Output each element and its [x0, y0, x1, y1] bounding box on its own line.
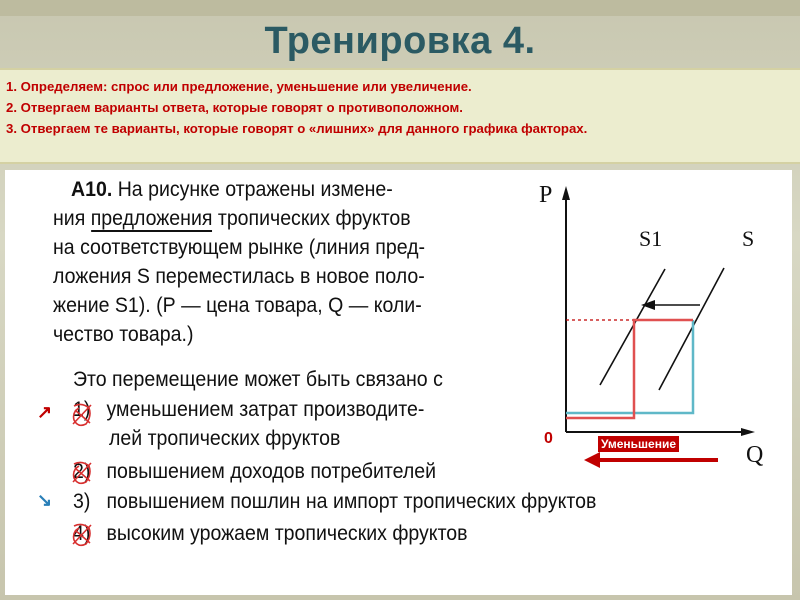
answer-option-1[interactable]	[73, 398, 424, 422]
down-arrow-icon: ↘	[37, 490, 53, 510]
option-number: 3)	[73, 490, 91, 513]
option-text: уменьшением затрат производите-	[106, 398, 425, 421]
answer-option-3[interactable]	[73, 490, 596, 514]
rule-2: 2. Отвергаем варианты ответа, которые говорят о противоположном.	[6, 100, 463, 115]
answer-option-2[interactable]	[73, 460, 436, 484]
option-text: высоким урожаем тропических фруктов	[106, 522, 468, 545]
slide-title: Тренировка 4.	[264, 20, 536, 62]
question-prompt: Это перемещение может быть связано с	[73, 368, 443, 391]
supply-curve-s1	[600, 269, 665, 385]
crossed-out-mark-icon	[71, 460, 93, 486]
question-number: А10.	[71, 178, 113, 201]
supply-curve-s	[659, 268, 724, 390]
answer-option-4[interactable]	[73, 522, 468, 546]
curve-label-s1: S1	[639, 226, 663, 251]
question-line-2	[53, 207, 411, 231]
curve-label-s: S	[742, 226, 755, 251]
x-axis-label: Q	[746, 442, 764, 468]
rule-1: 1. Определяем: спрос или предложение, уменьшение или увеличение.	[6, 79, 472, 94]
crossed-out-mark-icon	[71, 522, 93, 548]
crossed-out-mark-icon	[71, 402, 93, 428]
question-line-5: жение S1). (Р — цена товара, Q — коли-	[53, 294, 422, 317]
answer-option-1-continued: лей тропических фруктов	[109, 427, 341, 450]
question-text-2b: тропических фруктов	[217, 207, 411, 230]
option-number: 4)	[73, 522, 91, 545]
question-line-3: на соответствующем рынке (линия пред-	[53, 236, 426, 259]
origin-label: 0	[544, 430, 553, 447]
y-axis-arrow-icon	[562, 186, 570, 200]
new-quantity-line	[566, 320, 693, 418]
question-text-1: На рисунке отражены измене-	[117, 178, 393, 201]
highlighted-word-supply: предложения	[90, 207, 213, 230]
option-number: 1)	[73, 398, 91, 421]
rule-3: 3. Отвергаем те варианты, которые говорят о «лишних» для данного графика факторах.	[6, 121, 588, 136]
question-line-1	[71, 178, 393, 202]
decorative-band	[0, 0, 800, 16]
option-text: повышением доходов потребителей	[106, 460, 437, 483]
option-text: повышением пошлин на импорт тропических фруктов	[106, 490, 597, 513]
question-text-2a: ния	[53, 207, 86, 230]
question-line-6: чество товара.)	[53, 323, 194, 346]
up-arrow-icon: ↗	[37, 402, 53, 422]
left-arrow-icon	[584, 450, 720, 470]
rules-box	[0, 68, 800, 164]
question-line-4: ложения S переместилась в новое поло-	[53, 265, 425, 288]
x-axis-arrow-icon	[741, 428, 755, 436]
y-axis-label: P	[539, 182, 553, 208]
decrease-label: Уменьшение	[598, 436, 679, 452]
supply-shift-graph	[537, 172, 787, 472]
option-number: 2)	[73, 460, 91, 483]
